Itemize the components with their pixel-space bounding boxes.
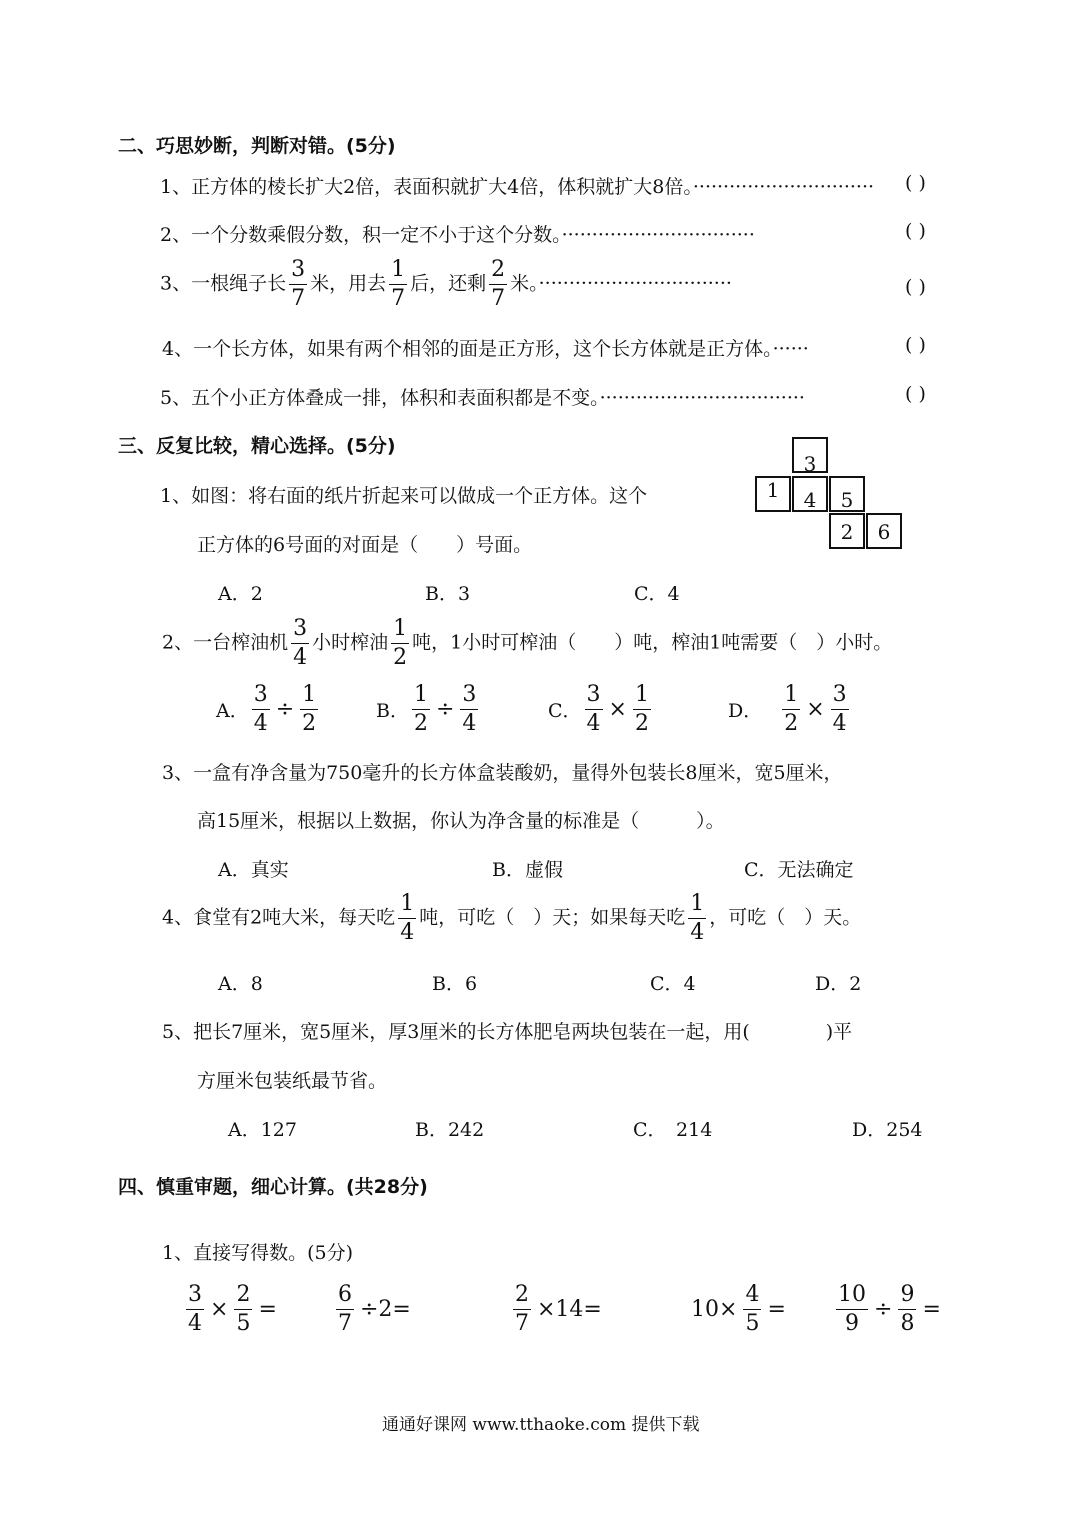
calc-1: $\frac{3}{4}$ × $\frac{2}{5}$ = — [188, 1282, 277, 1336]
q5-option-d[interactable]: D．254 — [852, 1119, 923, 1141]
answer-paren-5[interactable]: ( ) — [905, 383, 926, 405]
q1-option-c[interactable]: C．4 — [634, 583, 680, 605]
judge-item-1: 1、正方体的棱长扩大2倍，表面积就扩大4倍，体积就扩大8倍。······························ — [160, 176, 875, 198]
q4-option-d[interactable]: D．2 — [815, 973, 862, 995]
net-face-5: 5 — [829, 476, 865, 512]
judge-item-5: 5、五个小正方体叠成一排，体积和表面积都是不变。·································· — [160, 387, 805, 409]
judge-item-4: 4、一个长方体，如果有两个相邻的面是正方形，这个长方体就是正方体。······ — [162, 338, 809, 360]
net-face-3: 3 — [792, 437, 828, 473]
q3-option-c[interactable]: C．无法确定 — [744, 859, 854, 881]
choice-q1-line1: 1、如图：将右面的纸片折起来可以做成一个正方体。这个 — [160, 485, 648, 507]
choice-q1-line2: 正方体的6号面的对面是（ ）号面。 — [197, 534, 533, 556]
answer-paren-2[interactable]: ( ) — [905, 220, 926, 242]
q5-option-b[interactable]: B．242 — [415, 1119, 485, 1141]
q2-option-d[interactable]: D． $\frac{1}{2}$ × $\frac{3}{4}$ — [728, 682, 847, 736]
calc-5: $\frac{10}{9}$ ÷ $\frac{9}{8}$ = — [838, 1282, 941, 1336]
section-2-title: 二、巧思妙断，判断对错。(5分) — [118, 135, 396, 157]
q1-option-b[interactable]: B．3 — [425, 583, 471, 605]
calc-4: 10× $\frac{4}{5}$ = — [691, 1282, 786, 1336]
q3-option-a[interactable]: A．真实 — [218, 859, 289, 881]
section-4-title: 四、慎重审题，细心计算。(共28分) — [118, 1176, 428, 1198]
q5-option-c[interactable]: C． 214 — [633, 1119, 713, 1141]
q4-option-b[interactable]: B．6 — [432, 973, 478, 995]
q4-option-a[interactable]: A．8 — [218, 973, 263, 995]
section-3-title: 三、反复比较，精心选择。(5分) — [118, 435, 396, 457]
answer-paren-4[interactable]: ( ) — [905, 334, 926, 356]
choice-q5-line2: 方厘米包装纸最节省。 — [197, 1070, 388, 1092]
net-face-2: 2 — [829, 513, 865, 549]
q2-option-a[interactable]: A． $\frac{3}{4}$ ÷ $\frac{1}{2}$ — [216, 682, 317, 736]
choice-q5-line1: 5、把长7厘米，宽5厘米，厚3厘米的长方体肥皂两块包装在一起，用( )平 — [162, 1021, 853, 1043]
net-face-1: 1 — [755, 476, 791, 512]
choice-q3-line1: 3、一盒有净含量为750毫升的长方体盒装酸奶，量得外包装长8厘米，宽5厘米， — [162, 762, 843, 784]
q1-option-a[interactable]: A．2 — [218, 583, 263, 605]
choice-q3-line2: 高15厘米，根据以上数据，你认为净含量的标准是（ ）。 — [197, 810, 725, 832]
choice-q2: 2、一台榨油机 $\frac{3}{4}$ 小时榨油 $\frac{1}{2}$ 吨，1小时可榨油（ ）吨，榨油1吨需要（ ）小时。 — [162, 616, 893, 670]
cube-net-figure — [755, 437, 905, 552]
q2-option-b[interactable]: B． $\frac{1}{2}$ ÷ $\frac{3}{4}$ — [376, 682, 477, 736]
answer-paren-3[interactable]: ( ) — [905, 276, 926, 298]
q3-option-b[interactable]: B．虚假 — [492, 859, 563, 881]
q2-option-c[interactable]: C． $\frac{3}{4}$ × $\frac{1}{2}$ — [548, 682, 649, 736]
choice-q4: 4、食堂有2吨大米，每天吃 $\frac{1}{4}$ 吨，可吃（ ）天；如果每天吃 $\frac{1}{4}$ ，可吃（ ）天。 — [162, 891, 862, 945]
judge-item-3: 3、一根绳子长 $\frac{3}{7}$ 米，用去 $\frac{1}{7}$ 后，还剩 $\frac{2}{7}$ 米。································ — [160, 257, 732, 311]
footer-source: 通通好课网 www.tthaoke.com 提供下载 — [382, 1415, 700, 1435]
section-4-sub1: 1、直接写得数。(5分) — [162, 1242, 354, 1264]
judge-item-2: 2、一个分数乘假分数，积一定不小于这个分数。································ — [160, 224, 755, 246]
calc-3: $\frac{2}{7}$ ×14= — [515, 1282, 602, 1336]
answer-paren-1[interactable]: ( ) — [905, 172, 926, 194]
calc-2: $\frac{6}{7}$ ÷2= — [338, 1282, 411, 1336]
net-face-6: 6 — [866, 513, 902, 549]
q4-option-c[interactable]: C．4 — [650, 973, 696, 995]
q5-option-a[interactable]: A．127 — [228, 1119, 297, 1141]
net-face-4: 4 — [792, 476, 828, 512]
